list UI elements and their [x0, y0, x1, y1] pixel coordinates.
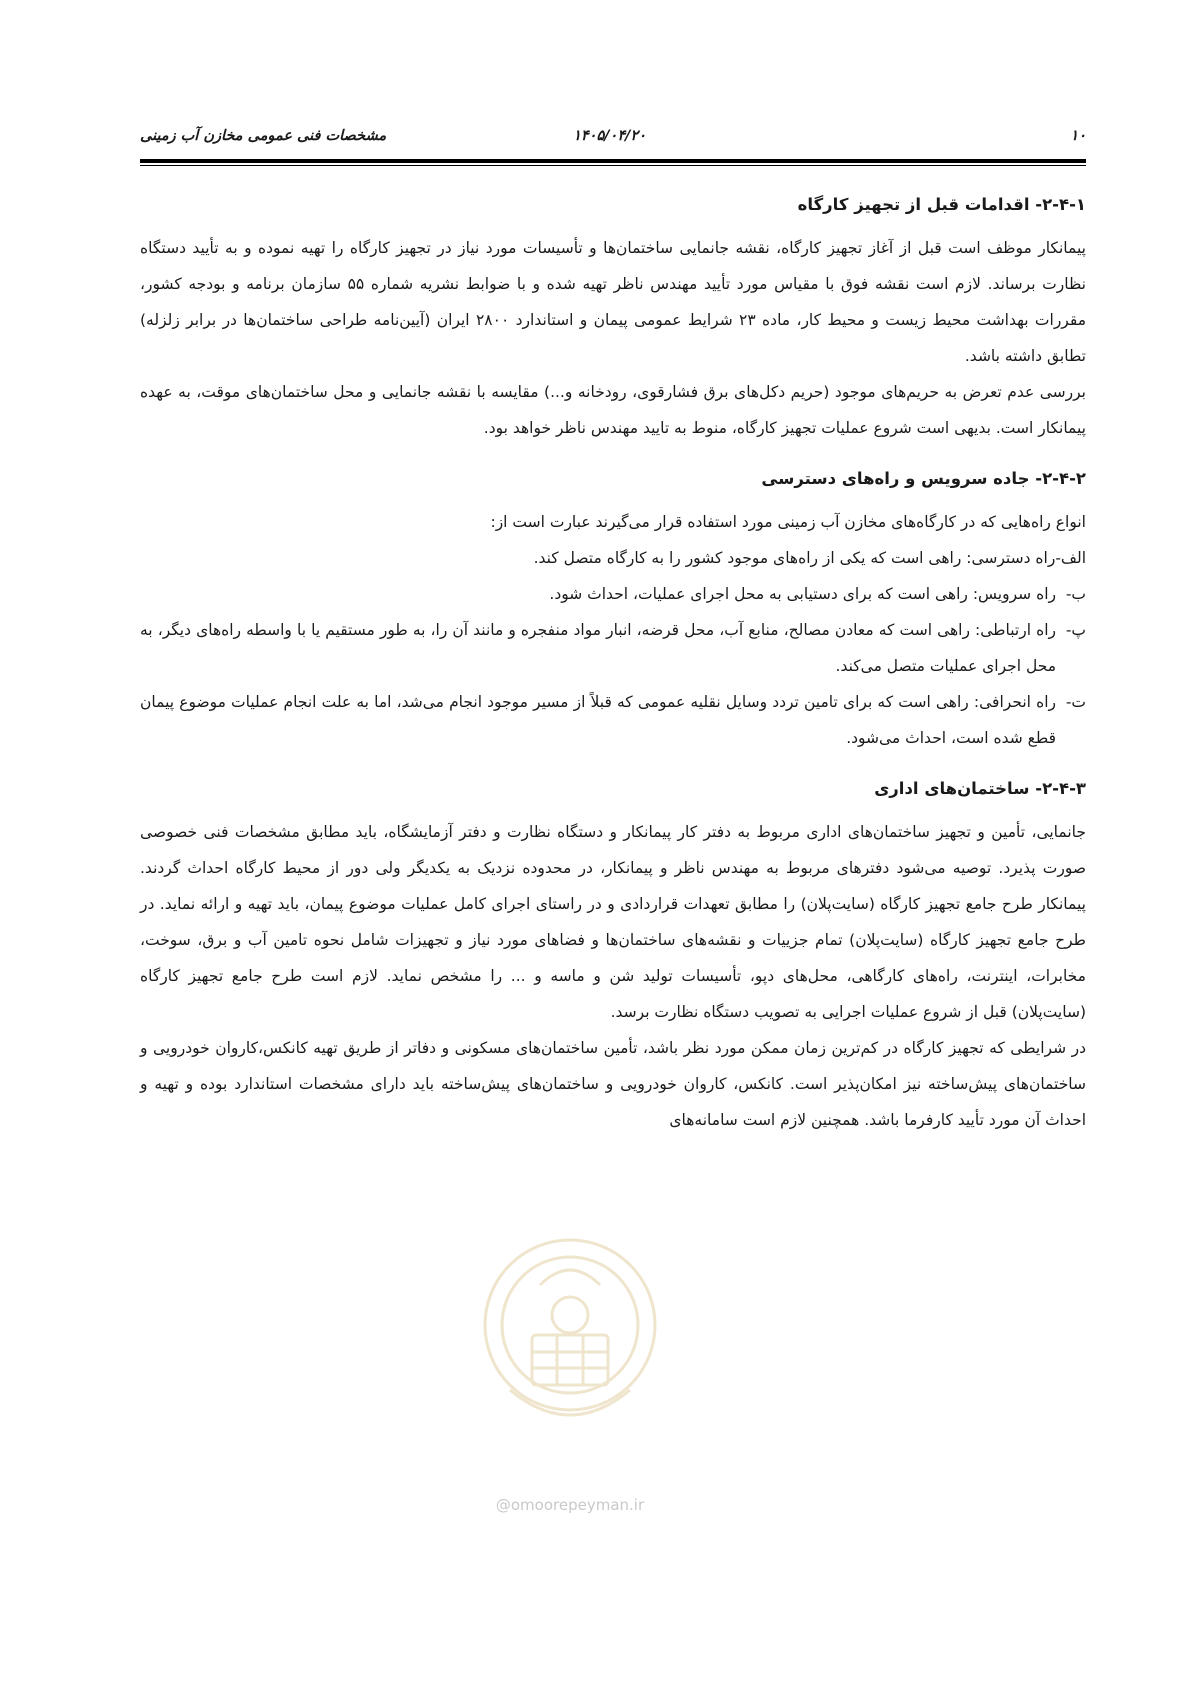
header-date: ۱۴۰۵/۰۴/۲۰	[573, 128, 646, 144]
watermark-seal-icon	[470, 1215, 670, 1455]
list-item	[140, 576, 1086, 612]
paragraph: در شرایطی که تجهیز کارگاه در کم‌ترین زمان ممکن مورد نظر باشد، تأمین ساختمان‌های مسکونی و دفاتر از طریق تهیه کانکس،کاروان خودرویی و ساختمان‌های پیش‌ساخته نیز امکان‌پذیر است. کانکس، کاروان خودرویی و ساختمان‌های پیش‌ساخته باید دارای مشخصات استاندارد بوده و تهیه و احداث آن مورد تأیید کارفرما باشد. همچنین لازم است سامانه‌های	[140, 1039, 1086, 1129]
list-item-marker: پ-	[1065, 621, 1086, 639]
header-rule-thick	[140, 159, 1086, 163]
section-heading-site-prep: ۲-۴-۱- اقدامات قبل از تجهیز کارگاه	[797, 195, 1086, 214]
list-item	[140, 612, 1086, 684]
section-heading-service-roads: ۲-۴-۲- جاده سرویس و راه‌های دسترسی	[761, 469, 1086, 488]
list-item-text: راه ارتباطی: راهی است که معادن مصالح، منابع آب، محل قرضه، انبار مواد منفجره و مانند آن را، به طور مستقیم یا با واسطه راه‌های دیگر، به محل اجرای عملیات متصل می‌کند.	[140, 621, 1056, 675]
list-item	[140, 684, 1086, 756]
list-item-text: راه سرویس: راهی است که برای دستیابی به محل اجرای عملیات، احداث شود.	[549, 585, 1056, 603]
header-title: مشخصات فنی عمومی مخازن آب زمینی	[140, 128, 387, 144]
paragraph: جانمایی، تأمین و تجهیز ساختمان‌های اداری مربوط به دفتر کار پیمانکار و دستگاه نظارت و دفتر آزمایشگاه، باید مطابق مشخصات فنی خصوصی صورت پذیرد. توصیه می‌شود دفترهای مربوط به مهندس ناظر و پیمانکار، در محدوده نزدیک به یکدیگر ولی دور از محیط کارگاه احداث گردند. پیمانکار طرح جامع تجهیز کارگاه (سایت‌پلان) را مطابق تعهدات قراردادی و در راستای اجرای کامل عملیات موضوع پیمان، باید تهیه و ارائه نماید. در طرح جامع تجهیز کارگاه (سایت‌پلان) تمام جزییات و نقشه‌های ساختمان‌ها و فضاهای مورد نیاز و تجهیزات شامل نحوه تامین آب و برق، سوخت، مخابرات، اینترنت، راه‌های کارگاهی، محل‌های دپو، تأسیسات تولید شن و ماسه و ... را مشخص نماید. لازم است طرح جامع تجهیز کارگاه (سایت‌پلان) قبل از شروع عملیات اجرایی به تصویب دستگاه نظارت برسد.	[140, 823, 1086, 1021]
road-types-list	[140, 504, 1086, 756]
page-header	[140, 128, 1086, 154]
page-number: ۱۰	[1070, 128, 1086, 144]
paragraph: پیمانکار موظف است قبل از آغاز تجهیز کارگاه، نقشه جانمایی ساختمان‌ها و تأسیسات مورد نیاز در تجهیز کارگاه را تهیه نموده و به تأیید دستگاه نظارت برساند. لازم است نقشه فوق با مقیاس مورد تأیید مهندس ناظر تهیه شده و با ضوابط نشریه شماره ۵۵ سازمان برنامه و بودجه کشور، مقررات بهداشت محیط زیست و محیط کار، ماده ۲۳ شرایط عمومی پیمان و استاندارد ۲۸۰۰ ایران (آیین‌نامه طراحی ساختمان‌ها در برابر زلزله) تطابق داشته باشد.	[140, 239, 1087, 365]
list-item-text: راه دسترسی: راهی است که یکی از راه‌های موجود کشور را به کارگاه متصل کند.	[533, 549, 1056, 567]
list-item-marker: الف-	[1055, 549, 1086, 567]
header-rule-thin	[140, 165, 1086, 166]
section-heading-office-buildings: ۲-۴-۳- ساختمان‌های اداری	[874, 779, 1086, 798]
list-item-text: راه انحرافی: راهی است که برای تامین تردد وسایل نقلیه عمومی که قبلاً از مسیر موجود انجام می‌شد، اما به علت انجام عملیات موضوع پیمان قطع شده است، احداث می‌شود.	[140, 693, 1056, 747]
paragraph: بررسی عدم تعرض به حریم‌های موجود (حریم دکل‌های برق فشارقوی، رودخانه و...) مقایسه با نقشه جانمایی و محل ساختمان‌های موقت، به عهده پیمانکار است. بدیهی است شروع عملیات تجهیز کارگاه، منوط به تایید مهندس ناظر خواهد بود.	[140, 383, 1086, 437]
watermark-url: @omoorepeyman.ir	[495, 1496, 645, 1514]
list-item	[140, 540, 1086, 576]
list-intro: انواع راه‌هایی که در کارگاه‌های مخازن آب زمینی مورد استفاده قرار می‌گیرند عبارت است از:	[490, 513, 1086, 531]
document-body	[140, 186, 1086, 1138]
list-item-marker: ت-	[1065, 693, 1086, 711]
list-item-marker: ب-	[1065, 585, 1086, 603]
